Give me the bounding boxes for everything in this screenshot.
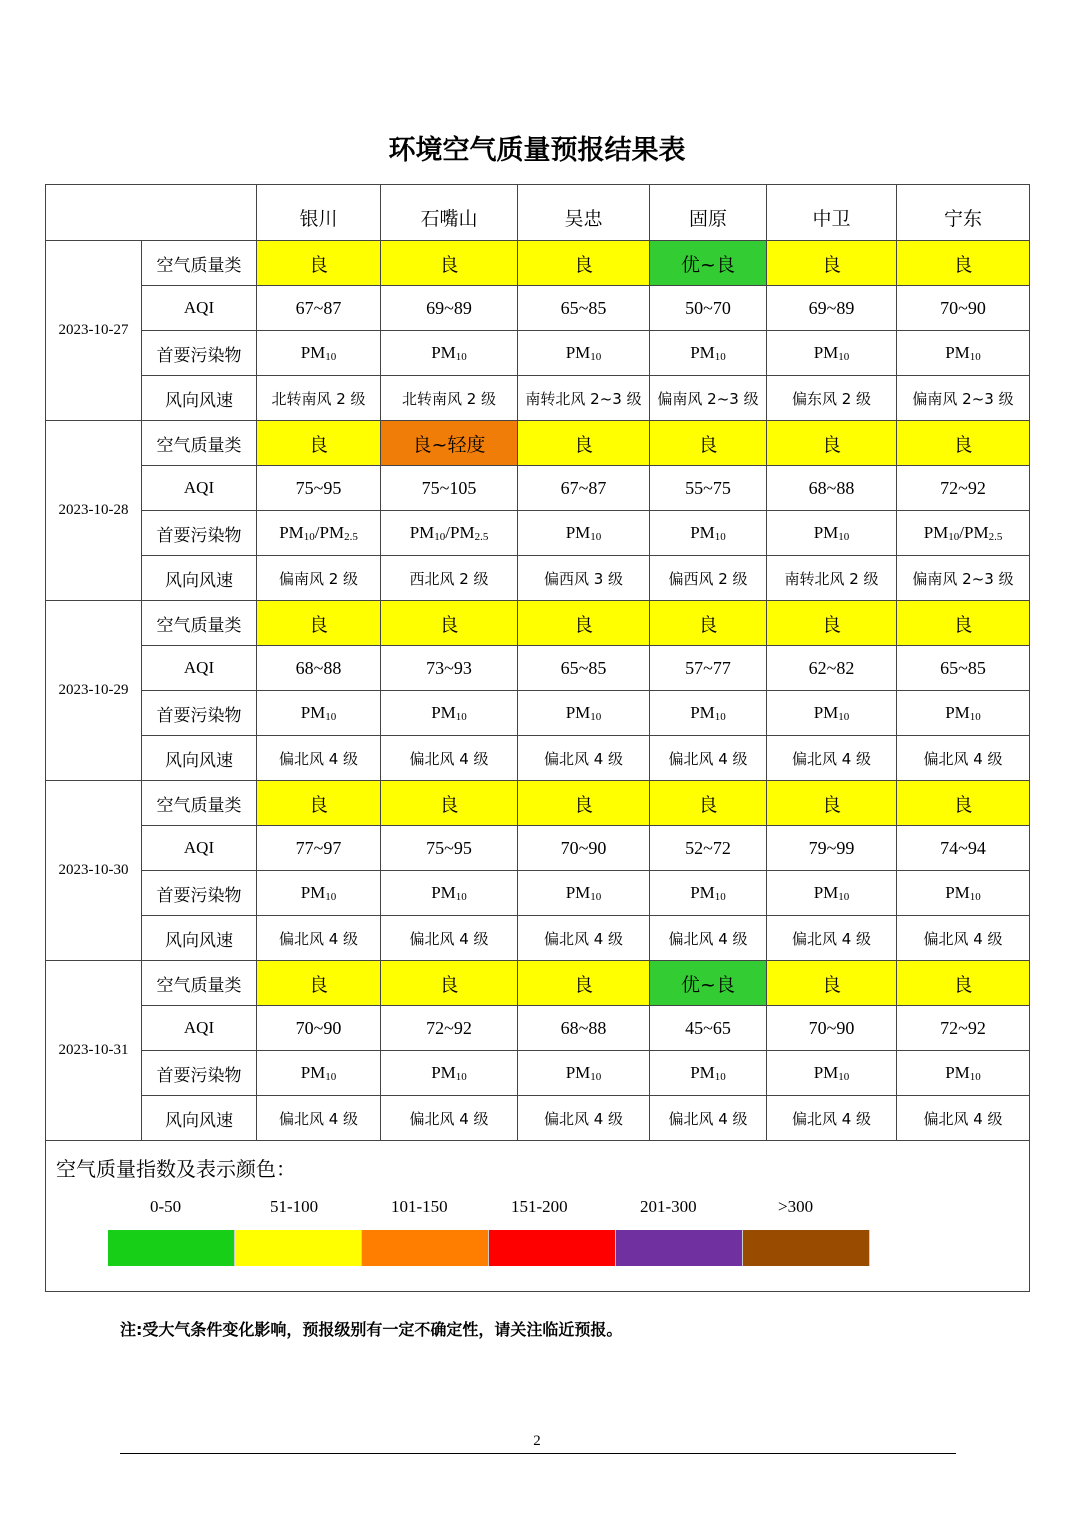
pollutant-subscript: 10 [455,1071,467,1083]
pollutant-name: PM [690,523,715,542]
pollutant-subscript: 10 [714,891,726,903]
pollutant-name: PM [300,703,326,722]
wind-cell: 偏北风 4 级 [518,916,650,961]
pollutant-name: PM [813,343,839,362]
aqi-cell: 69~89 [767,286,897,331]
pollutant-cell [650,511,767,556]
aqi-cell: 75~95 [381,826,518,871]
wind-cell: 北转南风 2 级 [257,376,381,421]
date-cell: 2023-10-28 [46,421,142,601]
page-number: 2 [533,1433,541,1449]
pollutant-cell [767,331,897,376]
quality-category-cell: 良 [381,601,518,646]
pollutant-name: PM [945,703,970,722]
wind-cell: 偏北风 4 级 [381,1096,518,1141]
quality-category-cell: 优~良 [650,961,767,1006]
legend-range-label: 101-150 [391,1197,448,1216]
date-cell: 2023-10-27 [46,241,142,421]
row-label: 空气质量类 [142,961,257,1006]
quality-category-cell: 良 [897,241,1030,286]
quality-category-cell: 良 [257,601,381,646]
row-label: 空气质量类 [142,241,257,286]
quality-category-cell: 良 [518,421,650,466]
row-label: AQI [142,286,257,331]
pollutant-name: PM [565,1063,591,1082]
pollutant-name: PM [300,1063,326,1082]
legend-color-swatch [616,1230,743,1266]
quality-category-cell: 良 [518,781,650,826]
wind-cell: 偏北风 4 级 [897,736,1030,781]
aqi-cell: 65~85 [897,646,1030,691]
table-row [46,1051,1030,1096]
pollutant-subscript: 10 [590,531,602,543]
wind-cell: 偏北风 4 级 [650,1096,767,1141]
table-row [46,511,1030,556]
corner-cell [46,185,257,241]
pollutant-cell [518,1051,650,1096]
legend-title: 空气质量指数及表示颜色： [56,1157,296,1181]
pollutant-cell [897,691,1030,736]
pollutant-name: PM [565,883,591,902]
pollutant-cell [257,691,381,736]
legend-color-swatch [108,1230,235,1266]
aqi-cell: 69~89 [381,286,518,331]
pollutant-name: PM [431,883,456,902]
wind-cell: 偏北风 4 级 [897,1096,1030,1141]
wind-cell: 偏东风 2 级 [767,376,897,421]
table-row [46,871,1030,916]
pollutant-name: PM [565,703,591,722]
pollutant-cell [257,871,381,916]
footer-divider [120,1453,956,1454]
aqi-cell: 75~95 [257,466,381,511]
table-row [46,1096,1030,1141]
table-row [46,286,1030,331]
legend-range-label: 51-100 [270,1197,319,1216]
date-cell: 2023-10-29 [46,601,142,781]
quality-category-cell: 良 [650,781,767,826]
wind-cell: 偏北风 4 级 [650,916,767,961]
pollutant-name: /PM [959,523,989,542]
pollutant-cell [381,331,518,376]
row-label: 空气质量类 [142,421,257,466]
quality-category-cell: 良 [897,781,1030,826]
pollutant-cell [381,1051,518,1096]
aqi-cell: 65~85 [518,646,650,691]
pollutant-name: PM [945,883,970,902]
aqi-cell: 52~72 [650,826,767,871]
aqi-cell: 57~77 [650,646,767,691]
quality-category-cell: 良 [257,781,381,826]
pollutant-subscript: 10 [325,891,337,903]
pollutant-subscript: 10 [590,351,602,363]
pollutant-name: /PM [445,523,475,542]
wind-cell: 偏北风 4 级 [650,736,767,781]
table-row [46,691,1030,736]
pollutant-subscript: 10 [838,1071,850,1083]
pollutant-name: PM [813,523,839,542]
aqi-cell: 70~90 [897,286,1030,331]
wind-cell: 偏北风 4 级 [257,1096,381,1141]
wind-cell: 偏西风 2 级 [650,556,767,601]
pollutant-name: PM [300,883,326,902]
pollutant-subscript: 10 [434,531,446,543]
wind-cell: 偏北风 4 级 [381,736,518,781]
table-row [46,601,1030,646]
forecast-table-body [46,185,1030,1292]
quality-category-cell: 良 [897,601,1030,646]
pollutant-subscript: 10 [455,711,467,723]
row-label: 首要污染物 [142,1051,257,1096]
aqi-cell: 75~105 [381,466,518,511]
row-label: 风向风速 [142,1096,257,1141]
pollutant-cell [518,511,650,556]
pollutant-cell [257,1051,381,1096]
pollutant-subscript: 10 [714,711,726,723]
pollutant-subscript: 10 [714,351,726,363]
pollutant-subscript: 2.5 [474,531,489,543]
aqi-cell: 74~94 [897,826,1030,871]
aqi-cell: 45~65 [650,1006,767,1051]
table-row [46,331,1030,376]
pollutant-cell [767,871,897,916]
pollutant-cell [650,1051,767,1096]
pollutant-subscript: 10 [714,1071,726,1083]
pollutant-cell [257,511,381,556]
quality-category-cell: 良 [767,241,897,286]
pollutant-name: PM [431,703,456,722]
quality-category-cell: 良 [518,241,650,286]
table-row [46,421,1030,466]
pollutant-name: PM [813,1063,839,1082]
quality-category-cell: 良 [257,241,381,286]
pollutant-subscript: 2.5 [988,531,1003,543]
page-title: 环境空气质量预报结果表 [388,135,686,166]
aqi-cell: 65~85 [518,286,650,331]
row-label: 风向风速 [142,376,257,421]
pollutant-cell [381,511,518,556]
city-header-row [46,185,1030,241]
quality-category-cell: 良 [650,421,767,466]
legend-color-bar [108,1230,870,1266]
pollutant-name: PM [813,703,839,722]
aqi-cell: 79~99 [767,826,897,871]
wind-cell: 偏南风 2~3 级 [897,556,1030,601]
quality-category-cell: 良 [257,961,381,1006]
aqi-cell: 77~97 [257,826,381,871]
pollutant-name: PM [300,343,326,362]
quality-category-cell: 良 [767,601,897,646]
aqi-cell: 55~75 [650,466,767,511]
legend-color-swatch [743,1230,870,1266]
pollutant-cell [650,871,767,916]
wind-cell: 偏西风 3 级 [518,556,650,601]
legend-range-label: 201-300 [640,1197,697,1216]
legend-color-swatch [235,1230,362,1266]
row-label: AQI [142,1006,257,1051]
table-row [46,466,1030,511]
pollutant-subscript: 10 [303,531,315,543]
pollutant-cell [381,691,518,736]
legend-range-label: 151-200 [511,1197,568,1216]
pollutant-subscript: 10 [838,531,850,543]
wind-cell: 偏北风 4 级 [518,1096,650,1141]
pollutant-cell [897,331,1030,376]
wind-cell: 偏南风 2 级 [257,556,381,601]
wind-cell: 偏南风 2~3 级 [897,376,1030,421]
aqi-cell: 67~87 [518,466,650,511]
aqi-cell: 68~88 [257,646,381,691]
pollutant-subscript: 10 [838,351,850,363]
quality-category-cell: 良 [767,421,897,466]
row-label: 风向风速 [142,556,257,601]
pollutant-subscript: 10 [325,711,337,723]
city-header: 银川 [257,185,381,241]
legend-range-label: >300 [778,1197,814,1216]
pollutant-name: PM [279,523,304,542]
quality-category-cell: 良 [650,601,767,646]
aqi-cell: 72~92 [381,1006,518,1051]
city-header: 宁东 [897,185,1030,241]
pollutant-subscript: 10 [590,891,602,903]
pollutant-subscript: 10 [455,891,467,903]
pollutant-name: PM [565,523,591,542]
aqi-cell: 70~90 [767,1006,897,1051]
table-row [46,961,1030,1006]
table-row [46,781,1030,826]
row-label: 首要污染物 [142,511,257,556]
pollutant-cell [650,691,767,736]
aqi-cell: 73~93 [381,646,518,691]
pollutant-cell [767,1051,897,1096]
pollutant-cell [897,871,1030,916]
pollutant-subscript: 2.5 [344,531,358,543]
aqi-cell: 68~88 [518,1006,650,1051]
disclaimer-note: 注:受大气条件变化影响，预报级别有一定不确定性，请关注临近预报。 [120,1320,623,1339]
pollutant-name: PM [945,1063,970,1082]
pollutant-name: PM [690,883,715,902]
row-label: 首要污染物 [142,331,257,376]
wind-cell: 偏南风 2~3 级 [650,376,767,421]
pollutant-cell [381,871,518,916]
pollutant-subscript: 10 [838,891,850,903]
date-cell: 2023-10-30 [46,781,142,961]
row-label: 空气质量类 [142,781,257,826]
wind-cell: 偏北风 4 级 [381,916,518,961]
aqi-legend [46,1141,1030,1292]
pollutant-name: PM [431,1063,456,1082]
legend-row [46,1141,1030,1292]
pollutant-subscript: 10 [969,1071,981,1083]
aqi-cell: 70~90 [518,826,650,871]
row-label: 风向风速 [142,916,257,961]
pollutant-name: PM [690,1063,715,1082]
row-label: 空气质量类 [142,601,257,646]
pollutant-cell [518,871,650,916]
city-header: 石嘴山 [381,185,518,241]
quality-category-cell: 良 [897,421,1030,466]
legend-range-label: 0-50 [150,1197,182,1216]
aqi-cell: 72~92 [897,466,1030,511]
wind-cell: 偏北风 4 级 [767,736,897,781]
table-row [46,646,1030,691]
pollutant-name: PM [431,343,456,362]
row-label: 风向风速 [142,736,257,781]
pollutant-name: PM [565,343,591,362]
wind-cell: 偏北风 4 级 [897,916,1030,961]
pollutant-subscript: 10 [590,711,602,723]
date-cell: 2023-10-31 [46,961,142,1141]
pollutant-subscript: 10 [969,891,981,903]
pollutant-name: /PM [314,523,345,542]
wind-cell: 南转北风 2 级 [767,556,897,601]
wind-cell: 偏北风 4 级 [767,1096,897,1141]
quality-category-cell: 良 [257,421,381,466]
wind-cell: 西北风 2 级 [381,556,518,601]
row-label: AQI [142,826,257,871]
pollutant-name: PM [690,703,715,722]
forecast-table [45,184,1030,1292]
pollutant-name: PM [923,523,949,542]
pollutant-subscript: 10 [714,531,726,543]
pollutant-name: PM [409,523,435,542]
quality-category-cell: 良 [381,781,518,826]
city-header: 固原 [650,185,767,241]
pollutant-name: PM [690,343,715,362]
wind-cell: 偏北风 4 级 [767,916,897,961]
wind-cell: 偏北风 4 级 [518,736,650,781]
legend-color-swatch [362,1230,489,1266]
table-row [46,826,1030,871]
table-row [46,241,1030,286]
aqi-cell: 70~90 [257,1006,381,1051]
legend-color-swatch [489,1230,616,1266]
row-label: AQI [142,466,257,511]
pollutant-subscript: 10 [455,351,467,363]
row-label: AQI [142,646,257,691]
wind-cell: 偏北风 4 级 [257,736,381,781]
aqi-cell: 72~92 [897,1006,1030,1051]
quality-category-cell: 优~良 [650,241,767,286]
quality-category-cell: 良~轻度 [381,421,518,466]
quality-category-cell: 良 [767,961,897,1006]
pollutant-subscript: 10 [969,711,981,723]
pollutant-cell [897,511,1030,556]
pollutant-subscript: 10 [969,351,981,363]
quality-category-cell: 良 [767,781,897,826]
pollutant-name: PM [813,883,839,902]
table-row [46,556,1030,601]
row-label: 首要污染物 [142,871,257,916]
wind-cell: 南转北风 2~3 级 [518,376,650,421]
legend-ranges [108,1197,868,1219]
city-header: 吴忠 [518,185,650,241]
quality-category-cell: 良 [518,601,650,646]
quality-category-cell: 良 [897,961,1030,1006]
pollutant-cell [518,331,650,376]
aqi-cell: 62~82 [767,646,897,691]
pollutant-cell [518,691,650,736]
wind-cell: 偏北风 4 级 [257,916,381,961]
pollutant-cell [650,331,767,376]
quality-category-cell: 良 [381,961,518,1006]
pollutant-cell [767,691,897,736]
wind-cell: 北转南风 2 级 [381,376,518,421]
table-row [46,1006,1030,1051]
pollutant-subscript: 10 [838,711,850,723]
table-row [46,736,1030,781]
pollutant-cell [767,511,897,556]
city-header: 中卫 [767,185,897,241]
quality-category-cell: 良 [518,961,650,1006]
quality-category-cell: 良 [381,241,518,286]
pollutant-subscript: 10 [325,1071,337,1083]
row-label: 首要污染物 [142,691,257,736]
aqi-cell: 68~88 [767,466,897,511]
pollutant-subscript: 10 [948,531,960,543]
table-row [46,916,1030,961]
pollutant-subscript: 10 [325,351,337,363]
pollutant-subscript: 10 [590,1071,602,1083]
pollutant-name: PM [945,343,970,362]
aqi-cell: 50~70 [650,286,767,331]
aqi-cell: 67~87 [257,286,381,331]
pollutant-cell [897,1051,1030,1096]
table-row [46,376,1030,421]
pollutant-cell [257,331,381,376]
